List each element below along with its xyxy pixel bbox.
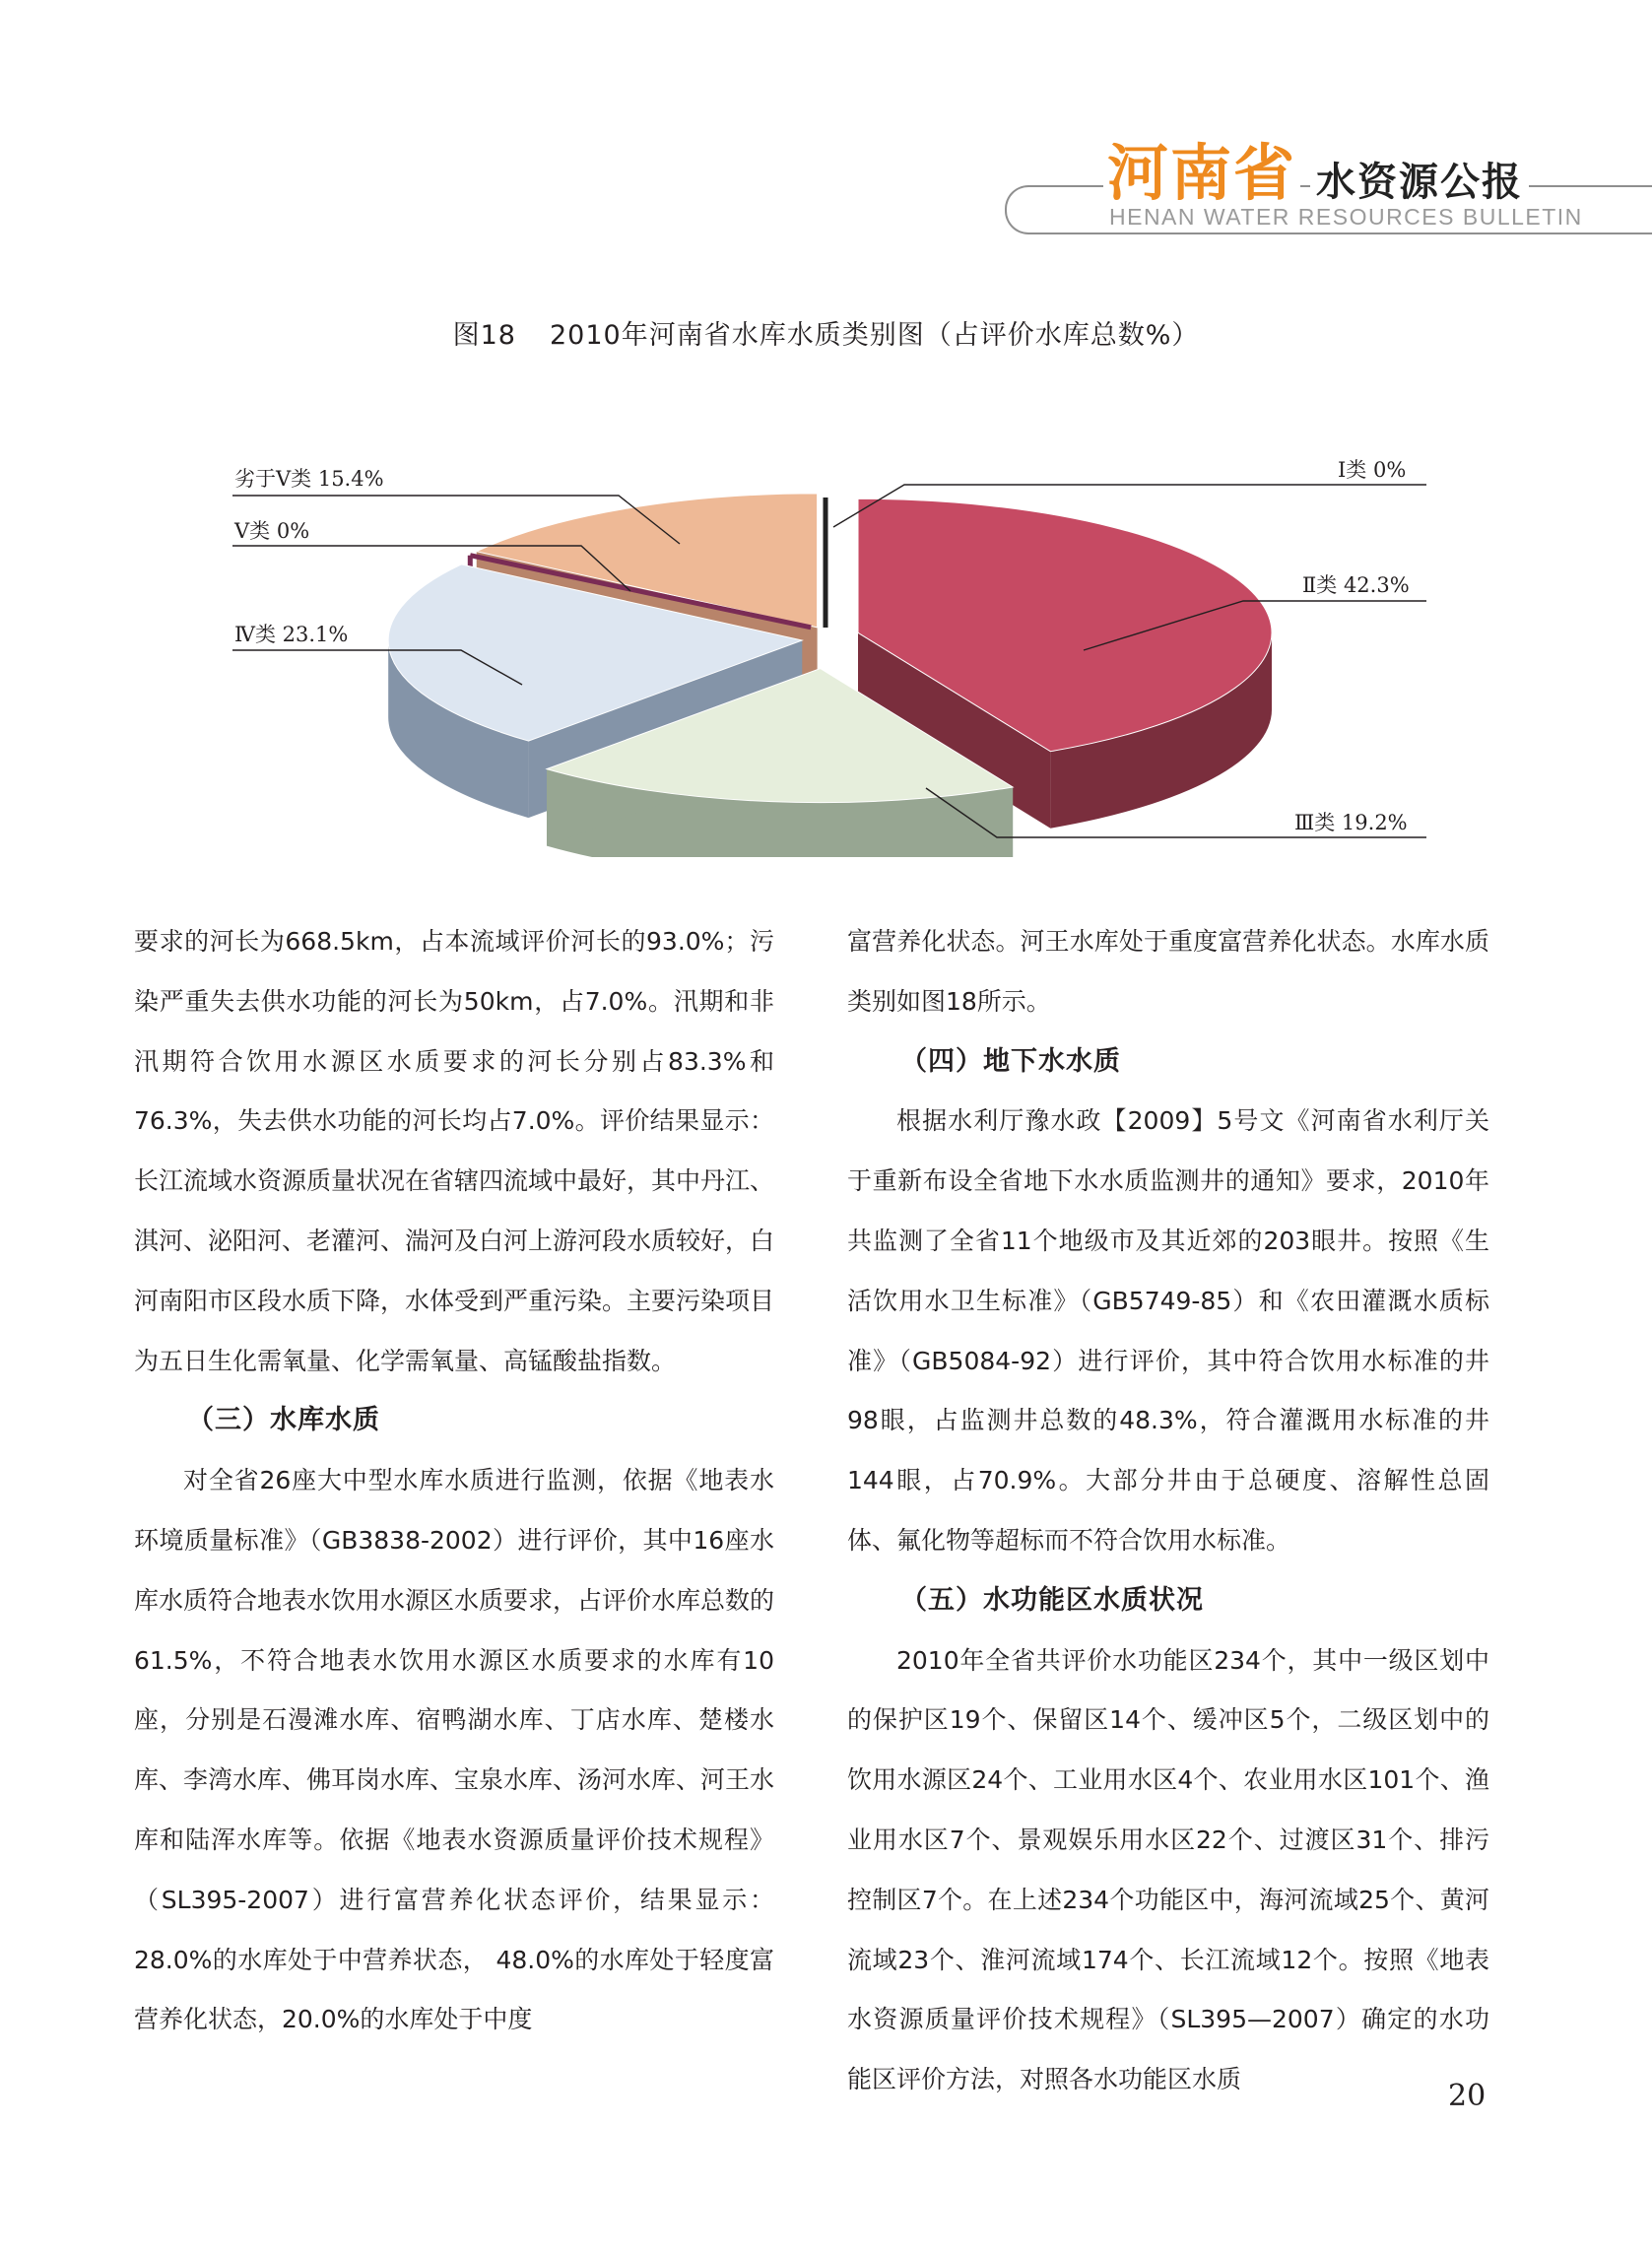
- figure-number: 图18: [452, 320, 516, 351]
- slice-label-text: Ⅰ类 0%: [1338, 458, 1407, 482]
- section-heading: （三）水库水质: [187, 1405, 380, 1436]
- right-text-column: [847, 912, 1489, 2110]
- page-number: 20: [1448, 2079, 1487, 2113]
- header-title-main: 河南省: [1103, 138, 1300, 209]
- slice-label-text: Ⅱ类 42.3%: [1302, 573, 1410, 597]
- header-title-sub: 水资源公报: [1310, 158, 1529, 207]
- slice-label-text: 劣于Ⅴ类 15.4%: [234, 467, 384, 491]
- paragraph: 根据水利厅豫水政【2009】5号文《河南省水利厅关于重新布设全省地下水水质监测井的通知》要求，2010年共监测了全省11个地级市及其近郊的203眼井。按照《生活饮用水卫生标准》（GB5749-85）和《农田灌溉水质标准》（GB5084-92）进行评价，其中符合饮用水标准的井98眼，占监测井总数的48.3%，符合灌溉用水标准的井144眼，占70.9%。大部分井由于总硬度、溶解性总固体、氟化物等超标而不符合饮用水标准。: [847, 1106, 1489, 1555]
- header-title-en: HENAN WATER RESOURCES BULLETIN: [1109, 204, 1583, 230]
- section-heading: （五）水功能区水质状况: [900, 1584, 1204, 1616]
- section-heading: （四）地下水水质: [900, 1045, 1121, 1077]
- slice-label-text: Ⅲ类 19.2%: [1294, 811, 1408, 834]
- paragraph: 富营养化状态。河王水库处于重度富营养化状态。水库水质类别如图18所示。: [847, 927, 1489, 1016]
- slice-label-text: Ⅴ类 0%: [234, 519, 310, 543]
- paragraph: 对全省26座大中型水库水质进行监测，依据《地表水环境质量标准》（GB3838-2002）进行评价，其中16座水库水质符合地表水饮用水源区水质要求，占评价水库总数的61.5%，不符合地表水饮用水源区水质要求的水库有10座，分别是石漫滩水库、宿鸭湖水库、丁店水库、楚楼水库、李湾水库、佛耳岗水库、宝泉水库、汤河水库、河王水库和陆浑水库等。依据《地表水资源质量评价技术规程》（SL395-2007）进行富营养化状态评价，结果显示：28.0%的水库处于中营养状态， 48.0%的水库处于轻度富营养化状态，20.0%的水库处于中度: [134, 1466, 775, 2034]
- paragraph: 2010年全省共评价水功能区234个，其中一级区划中的保护区19个、保留区14个、缓冲区5个，二级区划中的饮用水源区24个、工业用水区4个、农业用水区101个、渔业用水区7个、景观娱乐用水区22个、过渡区31个、排污控制区7个。在上述234个功能区中，海河流域25个、黄河流域23个、淮河流域174个、长江流域12个。按照《地表水资源质量评价技术规程》（SL395—2007）确定的水功能区评价方法，对照各水功能区水质: [847, 1645, 1489, 2094]
- slice-label-text: Ⅳ类 23.1%: [234, 623, 349, 646]
- left-text-column: [134, 912, 774, 2050]
- figure-caption: [0, 313, 1652, 352]
- reservoir-quality-pie-chart: [0, 433, 1652, 857]
- paragraph: 要求的河长为668.5km，占本流域评价河长的93.0%；污染严重失去供水功能的河长为50km，占7.0%。汛期和非汛期符合饮用水源区水质要求的河长分别占83.3%和76.3%，失去供水功能的河长均占7.0%。评价结果显示：长江流域水资源质量状况在省辖四流域中最好，其中丹江、淇河、泌阳河、老灌河、湍河及白河上游河段水质较好，白河南阳市区段水质下降，水体受到严重污染。主要污染项目为五日生化需氧量、化学需氧量、高锰酸盐指数。: [134, 927, 775, 1375]
- figure-title: 2010年河南省水库水质类别图（占评价水库总数%）: [549, 320, 1200, 351]
